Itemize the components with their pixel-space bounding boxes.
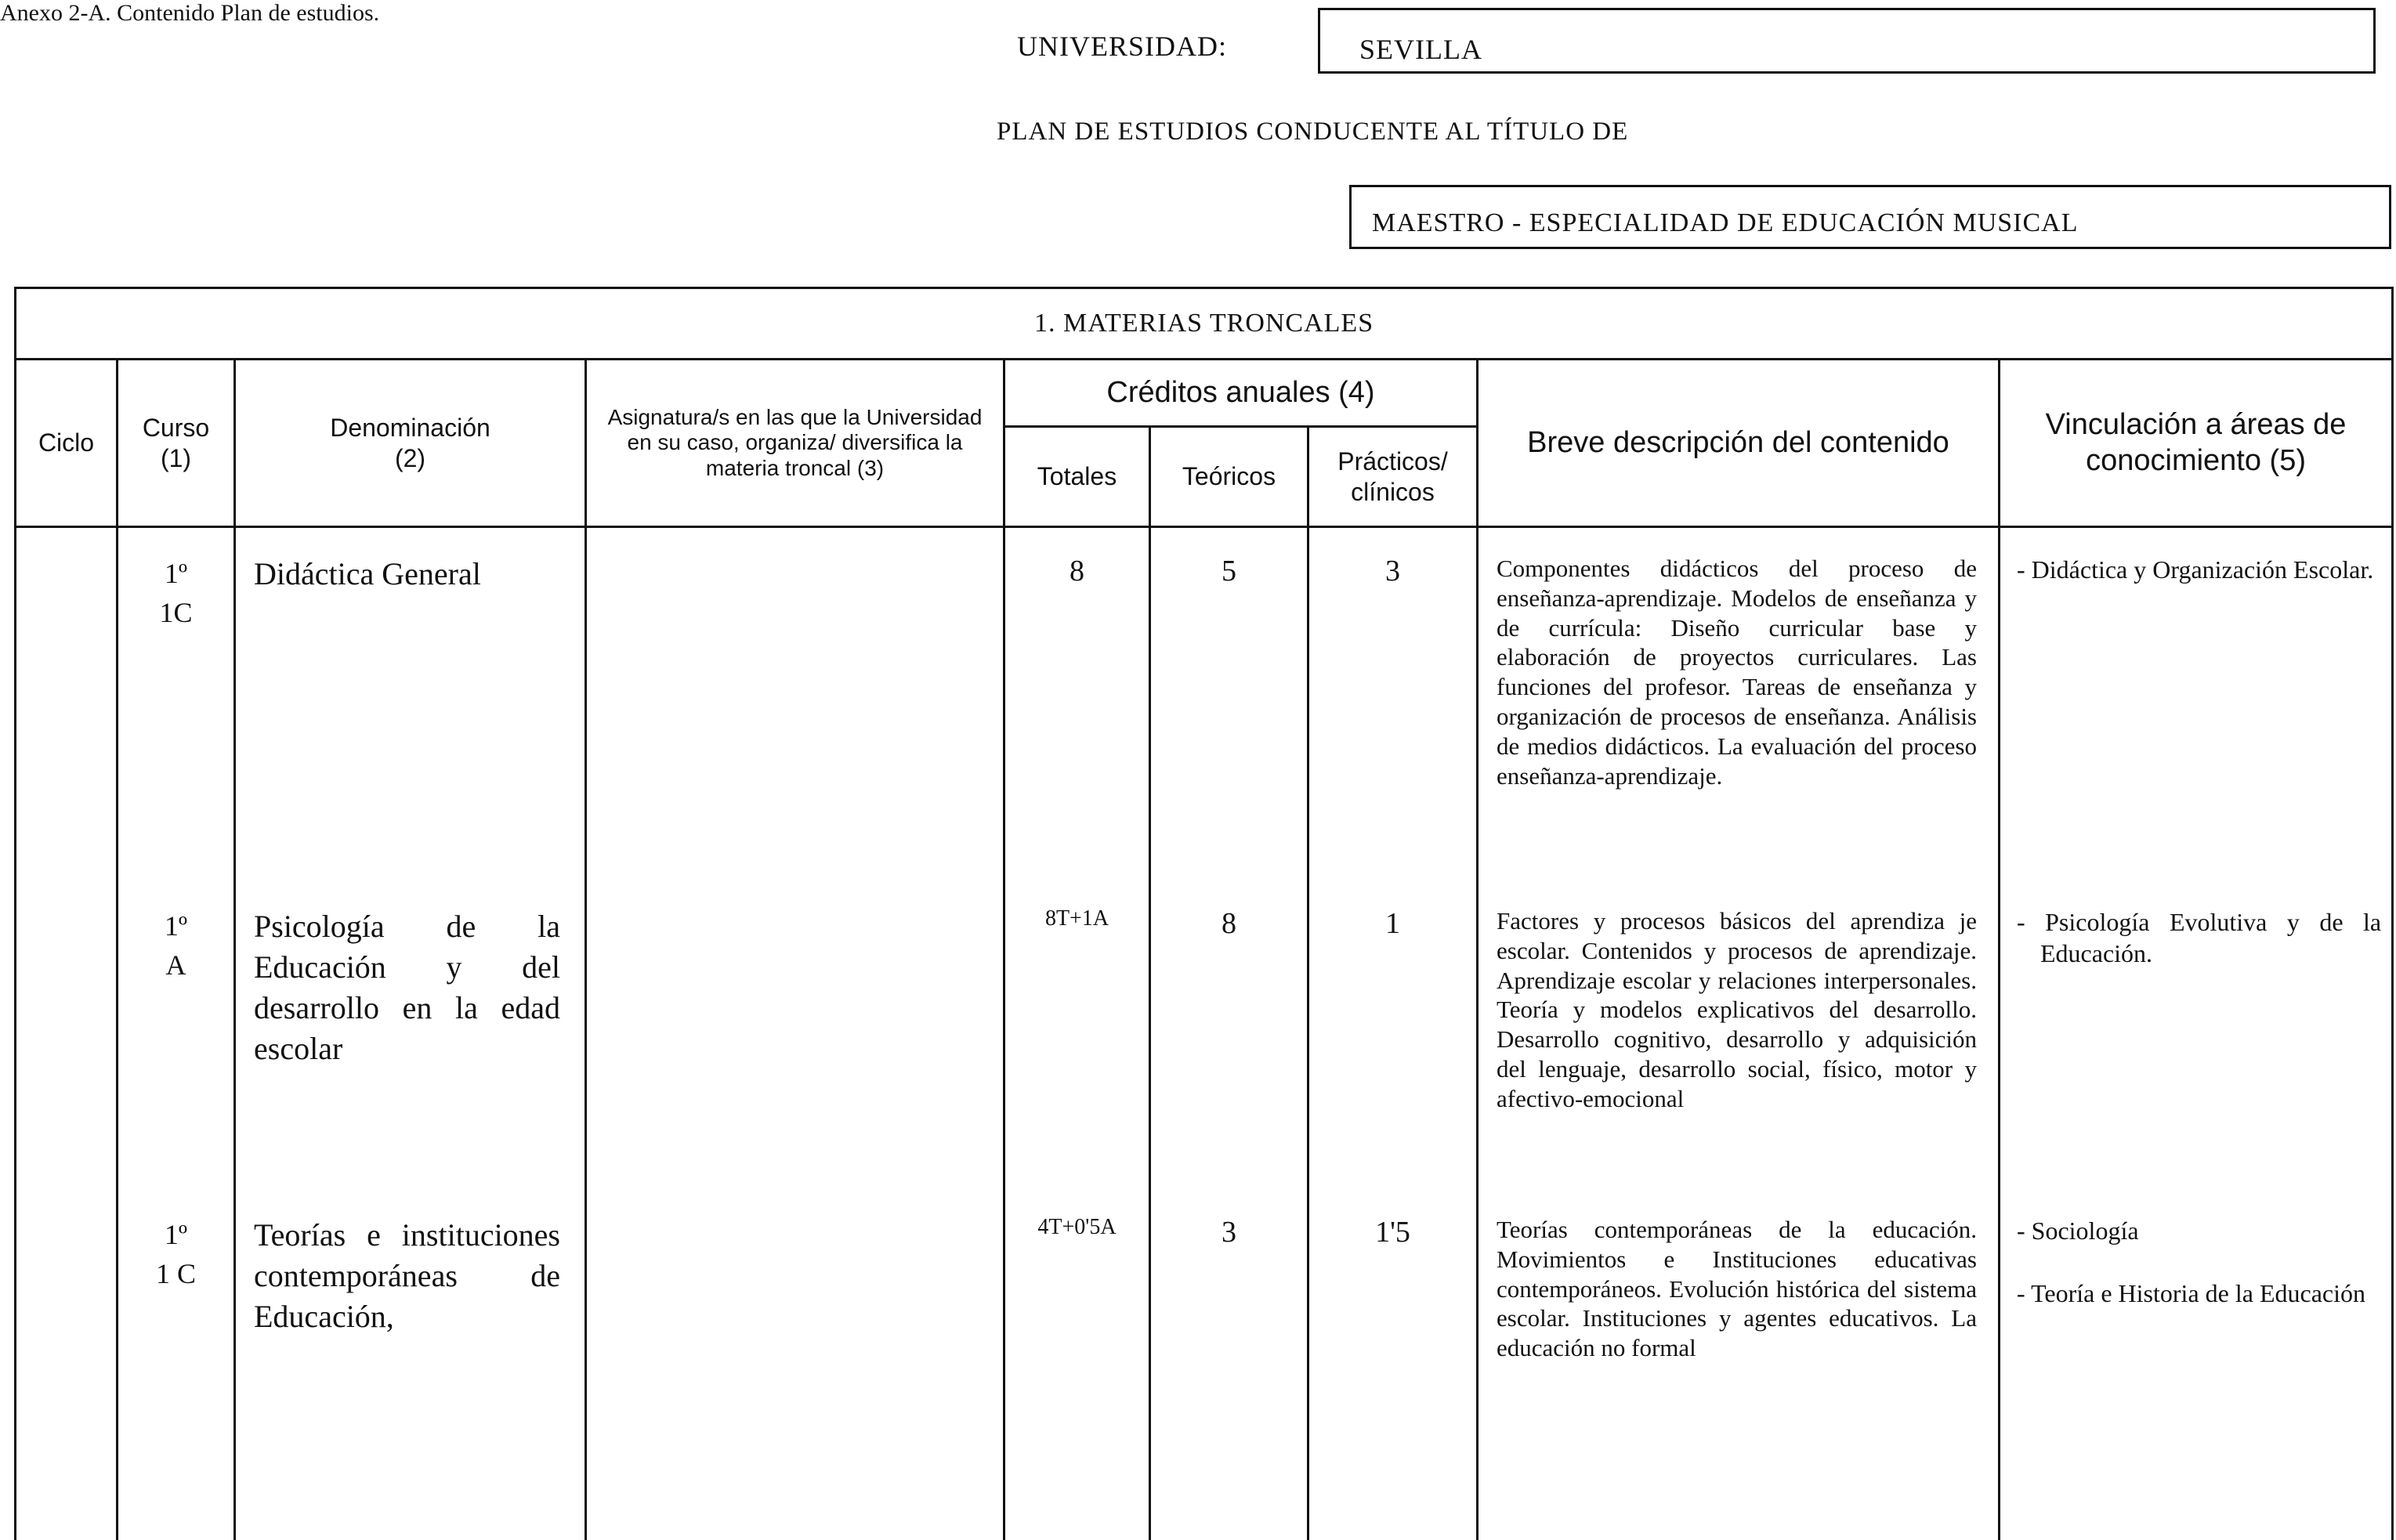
university-label: UNIVERSIDAD:: [1017, 30, 1227, 63]
curso-period: A: [119, 945, 233, 985]
header-curso-label: Curso: [143, 414, 209, 442]
denominacion-cell: [235, 527, 586, 1540]
curso-value: 1º: [119, 1215, 233, 1254]
descripcion-entry-2: Factores y procesos básicos del aprendiza je escolar. Contenidos y procesos de aprendizaje. Aprendizaje escolar y relaciones interpersonales. Teoría y modelos explicativos del desarrollo. Desarrollo cognitivo, desarrollo y adquisición del lenguaje, desarrollo social, físico, motor y afectivo-emocional: [1479, 906, 1997, 1114]
header-denominacion: [235, 360, 586, 527]
curso-entry-3: [119, 1215, 233, 1294]
asignatura-cell: [586, 527, 1004, 1540]
header-vinculacion: Vinculación a áreas de conocimiento (5): [2000, 360, 2393, 527]
totales-entry-3: 4T+0'5A: [1006, 1215, 1148, 1240]
header-curso-note: (1): [161, 444, 191, 472]
practicos-entry-2: 1: [1310, 906, 1475, 941]
totales-entry-1: 8: [1006, 554, 1148, 588]
practicos-cell: [1308, 527, 1478, 1540]
teoricos-entry-3: 3: [1152, 1215, 1306, 1249]
vinculacion-entry-3: [2001, 1215, 2391, 1340]
university-value: SEVILLA: [1359, 34, 1482, 65]
materias-table: [14, 287, 2394, 1540]
degree-title: MAESTRO - ESPECIALIDAD DE EDUCACIÓN MUSICAL: [1372, 208, 2079, 237]
practicos-entry-1: 3: [1310, 554, 1475, 588]
area-item: - Didáctica y Organización Escolar.: [2017, 554, 2381, 585]
teoricos-entry-1: 5: [1152, 554, 1306, 588]
header-practicos: Prácticos/ clínicos: [1308, 427, 1478, 527]
header-totales: Totales: [1004, 427, 1150, 527]
degree-title-box: [1349, 185, 2391, 249]
denominacion-entry-2: Psicología de la Educación y del desarrollo en la edad escolar: [237, 906, 584, 1069]
totales-entry-2: 8T+1A: [1006, 906, 1148, 931]
header-teoricos: Teóricos: [1150, 427, 1308, 527]
vinculacion-cell: [2000, 527, 2393, 1540]
curso-entry-1: [119, 554, 233, 633]
curso-entry-2: [119, 906, 233, 985]
area-item: - Sociología: [2017, 1215, 2381, 1246]
header-descripcion: Breve descripción del contenido: [1478, 360, 2000, 527]
curso-period: 1 C: [119, 1254, 233, 1293]
table-body-row: [16, 527, 2393, 1540]
plan-heading: PLAN DE ESTUDIOS CONDUCENTE AL TÍTULO DE: [997, 117, 1628, 146]
descripcion-cell: [1478, 527, 2000, 1540]
area-item: - Psicología Evolutiva y de la Educación.: [2017, 906, 2381, 969]
totales-cell: [1004, 527, 1150, 1540]
denominacion-entry-1: Didáctica General: [237, 554, 584, 595]
teoricos-cell: [1150, 527, 1308, 1540]
curso-value: 1º: [119, 554, 233, 593]
vinculacion-entry-2: [2001, 906, 2391, 1000]
ciclo-cell: [16, 527, 118, 1540]
header-ciclo: Ciclo: [16, 360, 118, 527]
annex-caption: Anexo 2-A. Contenido Plan de estudios.: [0, 0, 379, 27]
descripcion-entry-3: Teorías contemporáneas de la educación. Movimientos e Instituciones educativas contemporáneos. Evolución histórica del sistema escolar. Instituciones y agentes educativos. La educación no formal: [1479, 1215, 1997, 1363]
university-value-box: [1318, 8, 2376, 74]
header-creditos: Créditos anuales (4): [1004, 360, 1478, 427]
denominacion-entry-3: Teorías e instituciones contemporáneas de Educación,: [237, 1215, 584, 1337]
area-item: - Teoría e Historia de la Educación: [2017, 1278, 2381, 1309]
teoricos-entry-2: 8: [1152, 906, 1306, 941]
header-denominacion-label: Denominación: [330, 414, 490, 442]
descripcion-entry-1: Componentes didácticos del proceso de enseñanza-aprendizaje. Modelos de enseñanza y de currícula: Diseño curricular base y elaboración de proyectos curriculares. Las funciones del profesor. Tareas de enseñanza y organización de procesos de enseñanza. Análisis de medios didácticos. La evaluación del proceso enseñanza-aprendizaje.: [1479, 554, 1997, 791]
section-title: 1. MATERIAS TRONCALES: [16, 288, 2393, 360]
header-curso: [118, 360, 235, 527]
vinculacion-entry-1: [2001, 554, 2391, 616]
header-asignatura: Asignatura/s en las que la Universidad en su caso, organiza/ diversifica la materia troncal (3): [586, 360, 1004, 527]
header-denominacion-note: (2): [395, 444, 425, 472]
curso-cell: [118, 527, 235, 1540]
curso-period: 1C: [119, 593, 233, 632]
curso-value: 1º: [119, 906, 233, 945]
practicos-entry-3: 1'5: [1310, 1215, 1475, 1249]
